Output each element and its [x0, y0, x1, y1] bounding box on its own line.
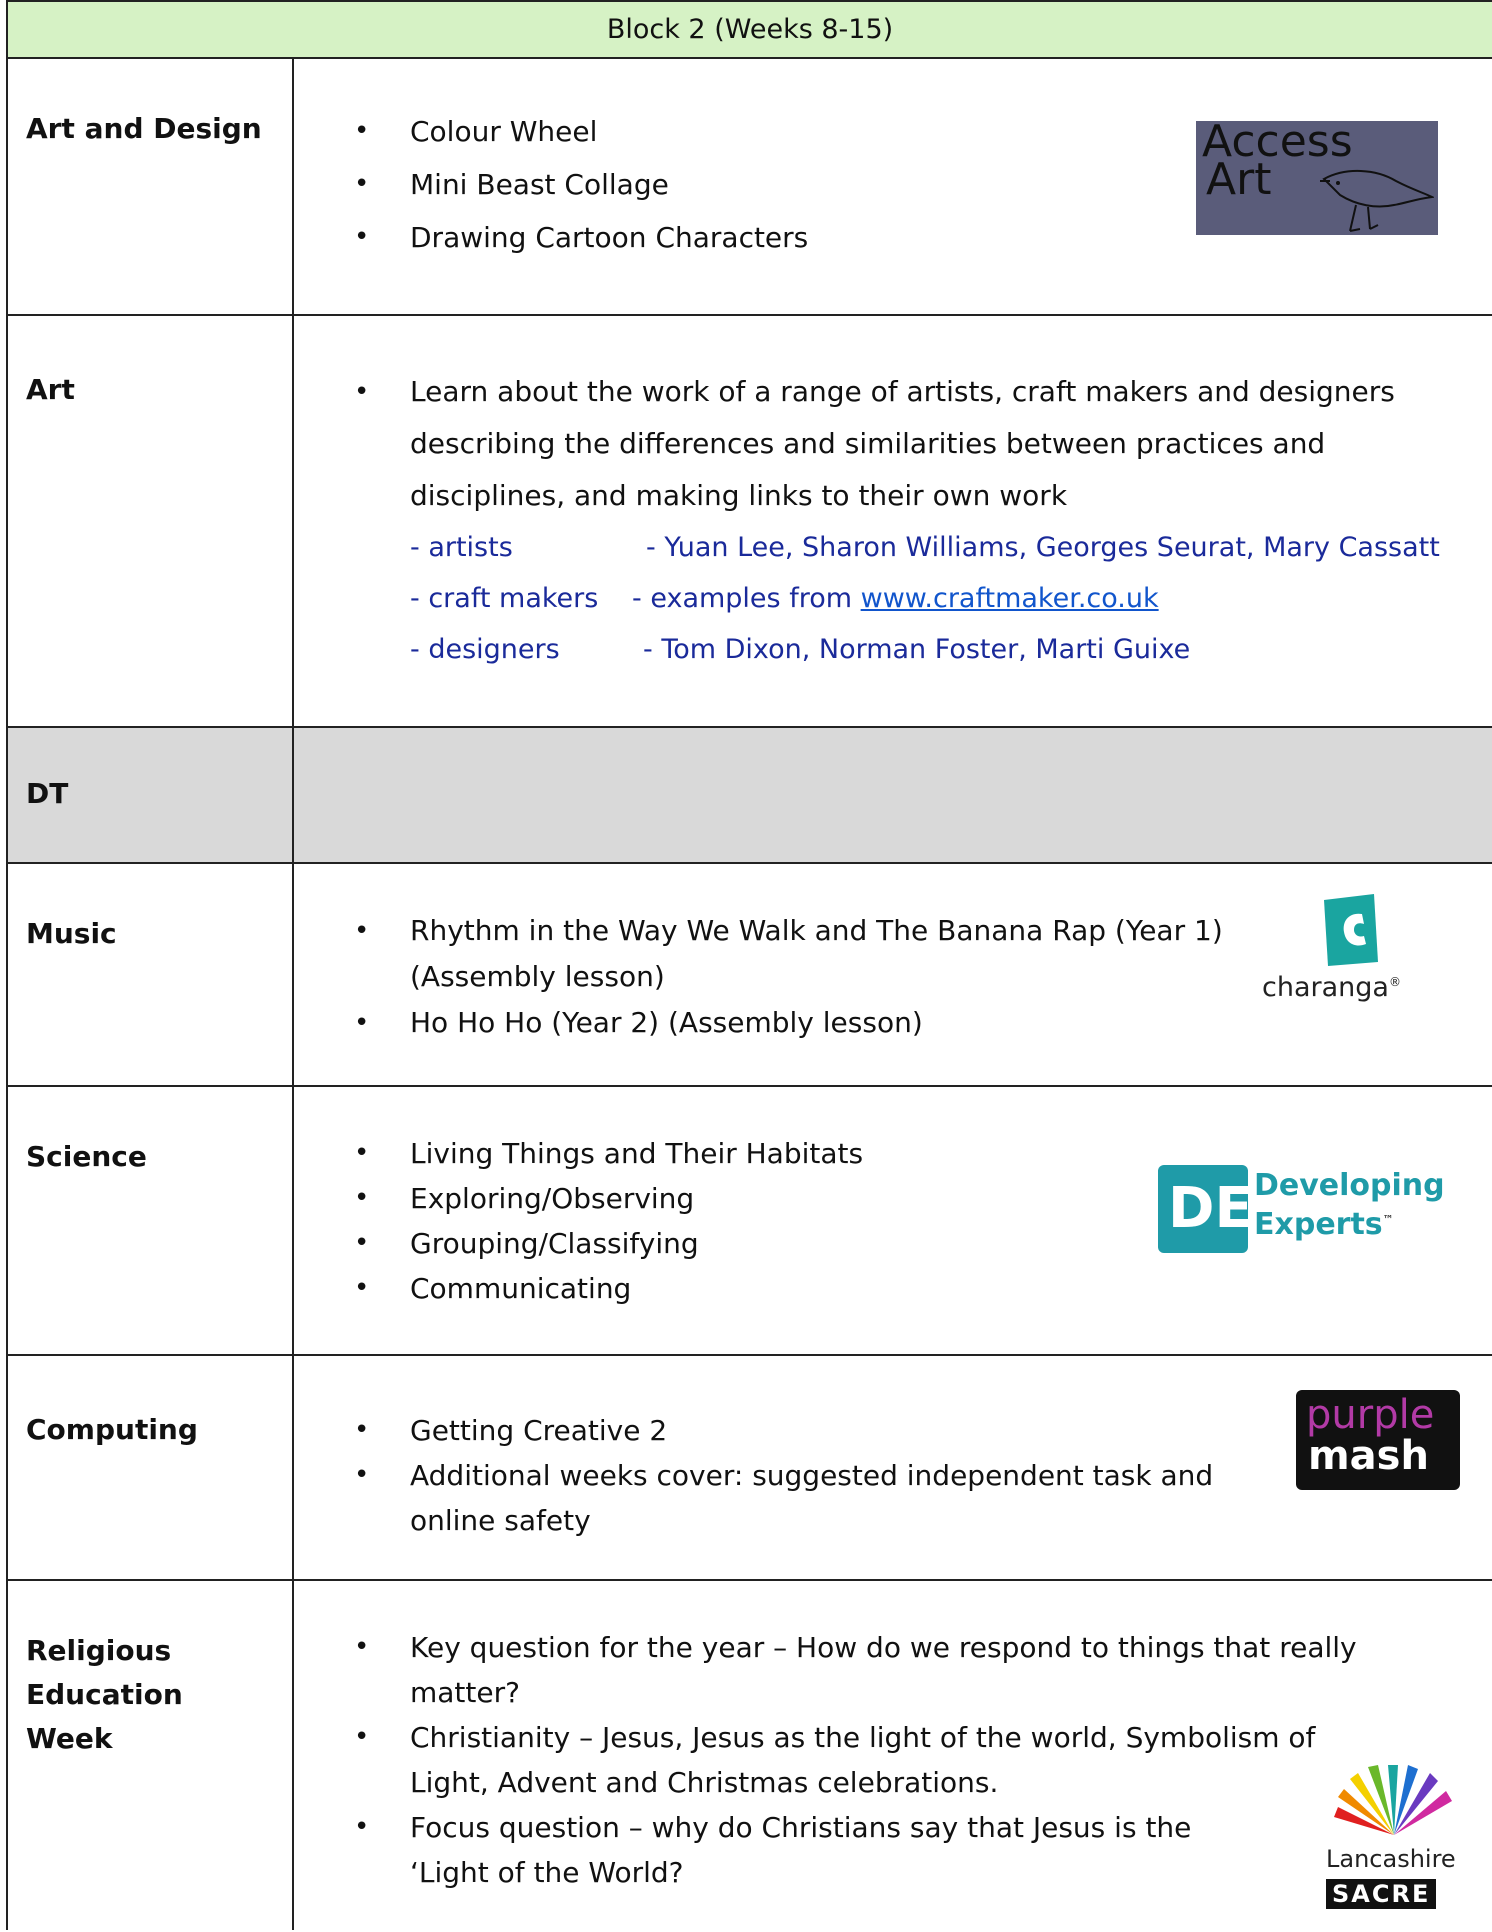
- sub-value: - examples from: [632, 583, 853, 614]
- sub-value: - Tom Dixon, Norman Foster, Marti Guixe: [643, 634, 1191, 665]
- list-item: • Grouping/Classifying: [354, 1221, 1476, 1266]
- list-item: • Ho Ho Ho (Year 2) (Assembly lesson): [354, 1000, 1272, 1046]
- logo-text: SACRE: [1326, 1879, 1436, 1909]
- logo-text: purple: [1306, 1392, 1435, 1438]
- sub-line-craft-makers: [354, 573, 1476, 624]
- sub-line-designers: [354, 624, 1476, 675]
- row-music: [8, 864, 1492, 1087]
- row-art: [8, 316, 1492, 728]
- logo-text: Lancashire: [1326, 1845, 1456, 1873]
- row-science: [8, 1087, 1492, 1356]
- column-divider: [292, 59, 294, 1930]
- craftmaker-link[interactable]: www.craftmaker.co.uk: [860, 583, 1159, 614]
- block-title: Block 2 (Weeks 8-15): [606, 14, 894, 45]
- rainbow-rays-icon: [1334, 1765, 1454, 1837]
- lancashire-sacre-logo: [1318, 1765, 1468, 1929]
- sub-line-artists: [354, 522, 1476, 573]
- list-item: • Learn about the work of a range of artists, craft makers and designers describing the differences and similarities between practices and disciplines, and making links to their own work: [354, 366, 1476, 522]
- row-dt: [8, 728, 1492, 864]
- bird-icon: [1316, 159, 1434, 233]
- list-item: • Focus question – why do Christians say that Jesus is the ‘Light of the World?: [354, 1805, 1252, 1895]
- logo-text: Developing: [1254, 1168, 1445, 1203]
- charanga-mark-icon: [1314, 892, 1384, 968]
- sub-label: - designers: [410, 634, 560, 665]
- charanga-logo: [1260, 892, 1450, 1012]
- list-item: • Mini Beast Collage: [354, 158, 1476, 211]
- accessart-logo: [1196, 116, 1438, 235]
- row-content: [354, 1625, 1452, 1895]
- subject-label: Religious Education Week: [26, 1634, 183, 1755]
- developing-experts-logo: [1158, 1165, 1448, 1255]
- list-item: • Key question for the year – How do we respond to things that really matter?: [354, 1625, 1452, 1715]
- logo-text: mash: [1308, 1433, 1429, 1479]
- list-item: • Exploring/Observing: [354, 1176, 1476, 1221]
- row-content: [354, 908, 1272, 1046]
- sub-value: - Yuan Lee, Sharon Williams, Georges Seurat, Mary Cassatt: [646, 532, 1440, 563]
- list-item: • Getting Creative 2: [354, 1408, 1252, 1453]
- list-item: • Colour Wheel: [354, 105, 1476, 158]
- logo-text: Art: [1206, 154, 1272, 205]
- subject-label: Art: [26, 373, 75, 406]
- sub-label: - craft makers: [410, 583, 599, 614]
- logo-text: Access: [1202, 116, 1353, 167]
- logo-text: charanga®: [1262, 972, 1401, 1003]
- de-mark-icon: DE: [1158, 1165, 1248, 1253]
- list-item: • Christianity – Jesus, Jesus as the light of the world, Symbolism of Light, Advent and Christmas celebrations.: [354, 1715, 1392, 1805]
- subject-label: Art and Design: [26, 112, 262, 145]
- subject-label: Music: [26, 917, 117, 950]
- table-header: [8, 2, 1492, 59]
- logo-text: Experts™: [1254, 1207, 1394, 1242]
- row-religious-education: [8, 1581, 1492, 1932]
- list-item: • Living Things and Their Habitats: [354, 1131, 1476, 1176]
- row-content: [354, 366, 1476, 675]
- list-item: • Additional weeks cover: suggested independent task and online safety: [354, 1453, 1252, 1543]
- purple-mash-logo: [1296, 1390, 1460, 1490]
- row-computing: [8, 1356, 1492, 1581]
- subject-label: Computing: [26, 1413, 198, 1446]
- curriculum-table: [6, 0, 1492, 1930]
- row-content: [354, 1408, 1252, 1543]
- list-item: • Communicating: [354, 1266, 1476, 1311]
- subject-label: DT: [26, 777, 69, 810]
- row-art-design: [8, 59, 1492, 316]
- subject-label: Science: [26, 1140, 147, 1173]
- list-item: • Drawing Cartoon Characters: [354, 211, 1476, 264]
- sub-label: - artists: [410, 532, 513, 563]
- list-item: • Rhythm in the Way We Walk and The Banana Rap (Year 1) (Assembly lesson): [354, 908, 1272, 1000]
